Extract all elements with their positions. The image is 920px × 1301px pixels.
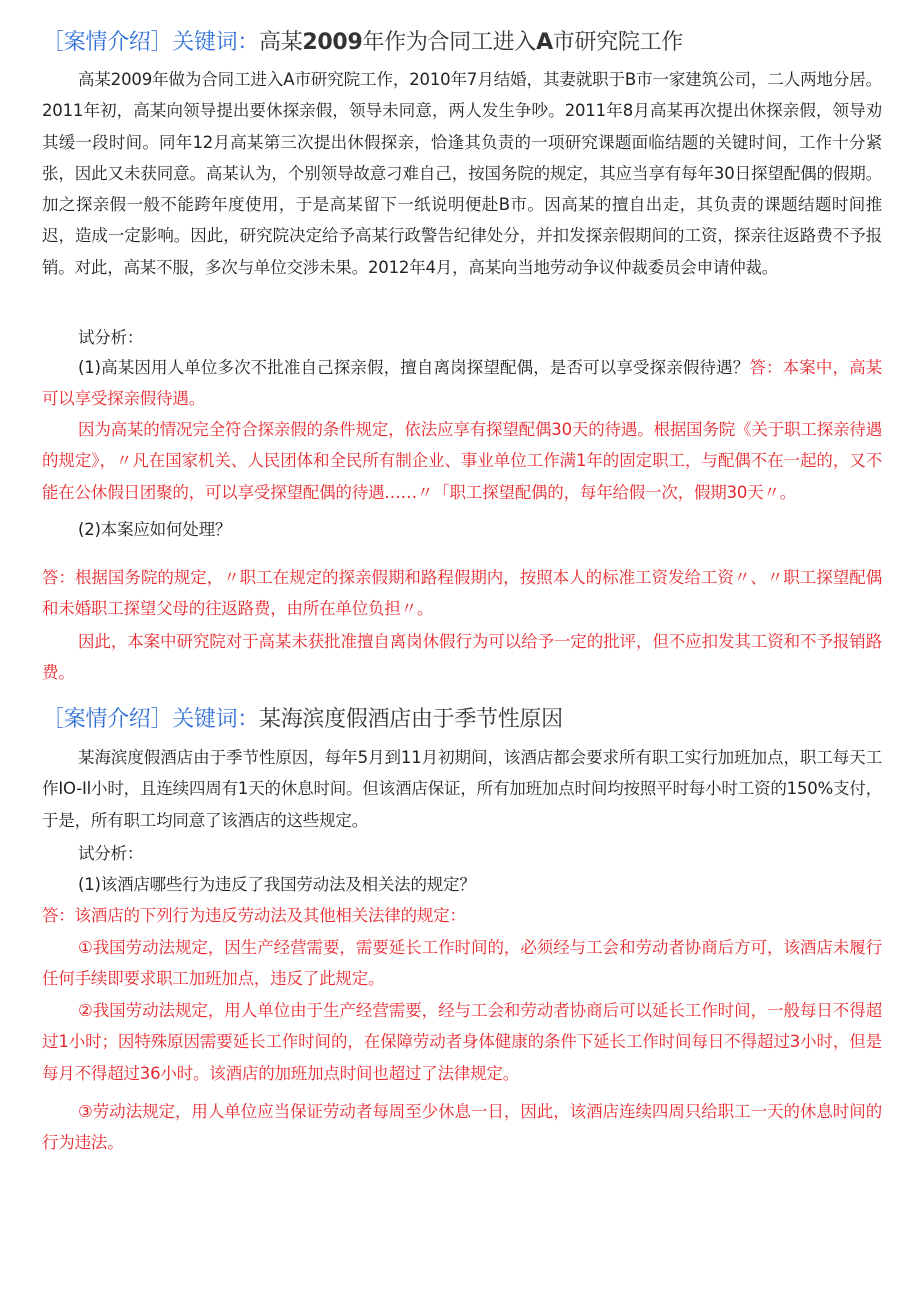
case1-q1-text: (1)高某因用人单位多次不批准自己探亲假，擅自离岗探望配偶，是否可以享受探亲假待遇？ [78, 358, 750, 377]
case2-tag: ［案情介绍］关键词： [42, 707, 260, 732]
case1-body: 高某2009年做为合同工进入A市研究院工作，2010年7月结婚，其妻就职于B市一家建筑公司，二人两地分居。2011年初，高某向领导提出要休探亲假，领导未同意，两人发生争吵。2011年8月高某再次提出休探亲假，领导劝其缓一段时间。同年12月高某第三次提出休假探亲，恰逢其负责的一项研究课题面临结题的关键时间，工作十分紧张，因此又未获同意。高某认为，个别领导故意刁难自己，按国务院的规定，其应当享有每年30日探望配偶的假期。加之探亲假一般不能跨年度使用，于是高某留下一纸说明便赴B市。因高某的擅自出走，其负责的课题结题时间推迟，造成一定影响。因此，研究院决定给予高某行政警告纪律处分，并扣发探亲假期间的工资，探亲往返路费不予报销。对此，高某不服，多次与单位交涉未果。2012年4月，高某向当地劳动争议仲裁委员会申请仲裁。 [42, 70, 882, 277]
case1-title-part: A [536, 30, 553, 55]
case2-title: 某海滨度假酒店由于季节性原因 [259, 707, 563, 732]
case1-answer-2-detail: 因此，本案中研究院对于高某未获批准擅自离岗休假行为可以给予一定的批评，但不应扣发其工资和不予报销路费。 [42, 632, 882, 683]
case1-question-1 [42, 352, 882, 415]
case2-question-1: (1)该酒店哪些行为违反了我国劳动法及相关法的规定？ [78, 875, 476, 894]
case2-point-2: ②我国劳动法规定，用人单位由于生产经营需要，经与工会和劳动者协商后可以延长工作时间，一般每日不得超过1小时；因特殊原因需要延长工作时间的，在保障劳动者身体健康的条件下延长工作时间每日不得超过3小时，但是每月不得超过36小时。该酒店的加班加点时间也超过了法律规定。 [42, 1001, 882, 1083]
case2-heading [42, 705, 563, 735]
case1-title-part: 市研究院工作 [552, 30, 683, 55]
case2-point-1: ①我国劳动法规定，因生产经营需要，需要延长工作时间的，必须经与工会和劳动者协商后方可，该酒店未履行任何手续即要求职工加班加点，违反了此规定。 [42, 938, 882, 989]
case1-answer-1-detail: 因为高某的情况完全符合探亲假的条件规定，依法应享有探望配偶30天的待遇。根据国务院《关于职工探亲待遇的规定》，〃凡在国家机关、人民团体和全民所有制企业、事业单位工作满1年的固定职工，与配偶不在一起的，又不能在公休假日团聚的，可以享受探望配偶的待遇……〃「职工探望配偶的，每年给假一次，假期30天〃。 [42, 420, 882, 502]
case2-body: 某海滨度假酒店由于季节性原因，每年5月到11月初期间，该酒店都会要求所有职工实行加班加点，职工每天工作IO-Il小时，且连续四周有1天的休息时间。但该酒店保证，所有加班加点时间均按照平时每小时工资的150%支付，于是，所有职工均同意了该酒店的这些规定。 [42, 748, 882, 830]
case1-question-2: (2)本案应如何处理？ [78, 520, 232, 539]
case1-title-part: 高某 [259, 30, 303, 55]
case2-point-3: ③劳动法规定，用人单位应当保证劳动者每周至少休息一日，因此，该酒店连续四周只给职工一天的休息时间的行为违法。 [42, 1102, 882, 1153]
case1-a1-text: 答：本案中，高某可以享受探亲假待遇。 [42, 358, 882, 409]
case1-answer-2: 答：根据国务院的规定，〃职工在规定的探亲假期和路程假期内，按照本人的标准工资发给工资〃、〃职工探望配偶和未婚职工探望父母的往返路费，由所在单位负担〃。 [42, 568, 882, 619]
case2-answer-1: 答：该酒店的下列行为违反劳动法及其他相关法律的规定： [42, 906, 466, 925]
case1-tag: ［案情介绍］关键词： [42, 30, 260, 55]
case2-analysis-label: 试分析： [78, 844, 144, 863]
case1-title-part: 年作为合同工进入 [362, 30, 537, 55]
case1-title-part: 2009 [302, 30, 363, 55]
case1-analysis-label: 试分析： [78, 328, 144, 347]
case1-heading [42, 28, 683, 58]
